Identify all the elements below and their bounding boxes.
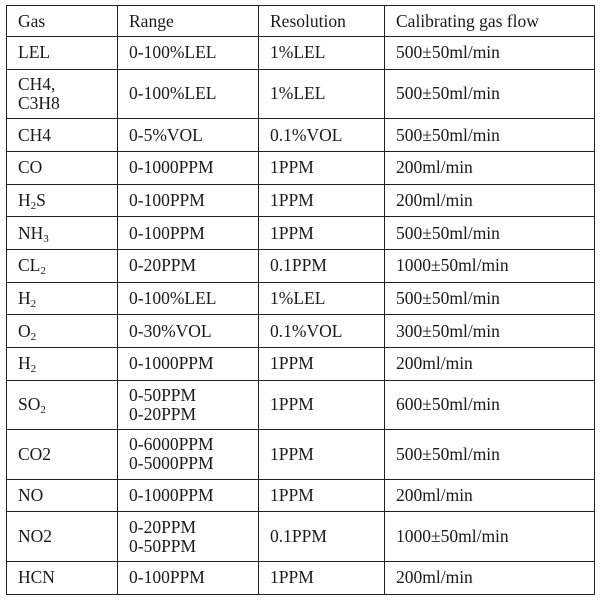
cell-gas (7, 69, 118, 119)
table-row (7, 184, 595, 217)
gas-formula-base: SO (18, 394, 41, 415)
gas-name: CH4 (18, 124, 52, 145)
cell-gas (7, 249, 118, 282)
table-row (7, 512, 595, 562)
cell-resolution: 1PPM (259, 348, 385, 381)
cell-calibrating-gas-flow: 500±50ml/min (385, 119, 595, 152)
cell-calibrating-gas-flow: 200ml/min (385, 184, 595, 217)
cell-range (118, 512, 259, 562)
gas-formula-rest: S (36, 189, 46, 210)
cell-calibrating-gas-flow: 500±50ml/min (385, 37, 595, 70)
cell-calibrating-gas-flow: 200ml/min (385, 561, 595, 594)
table-row (7, 479, 595, 512)
cell-gas (7, 37, 118, 70)
cell-resolution: 1PPM (259, 479, 385, 512)
gas-name: CO2 (18, 443, 52, 464)
range-value: 0-100PPM (129, 567, 205, 588)
cell-gas (7, 119, 118, 152)
cell-gas (7, 151, 118, 184)
cell-gas (7, 430, 118, 480)
header-resolution: Resolution (259, 6, 385, 37)
range-value: 0-100PPM (129, 222, 205, 243)
range-value: 0-100%LEL (129, 83, 217, 104)
range-value: 0-50PPM (129, 535, 197, 556)
range-value: 0-50PPM (129, 384, 197, 405)
cell-range (118, 151, 259, 184)
cell-range (118, 380, 259, 430)
cell-range (118, 430, 259, 480)
cell-resolution: 1%LEL (259, 282, 385, 315)
cell-resolution: 1PPM (259, 430, 385, 480)
cell-resolution: 1PPM (259, 561, 385, 594)
gas-formula-subscript: 2 (30, 330, 37, 343)
cell-range (118, 119, 259, 152)
table-row (7, 282, 595, 315)
range-value: 0-1000PPM (129, 485, 214, 506)
range-value: 0-30%VOL (129, 320, 212, 341)
table-row (7, 217, 595, 250)
gas-formula-subscript: 2 (40, 265, 46, 278)
gas-formula-base: H (18, 189, 31, 210)
cell-calibrating-gas-flow: 300±50ml/min (385, 315, 595, 348)
range-value: 0-20PPM (129, 403, 197, 424)
header-range: Range (118, 6, 259, 37)
cell-gas (7, 380, 118, 430)
range-value: 0-100%LEL (129, 287, 217, 308)
table-body (7, 37, 595, 595)
range-value: 0-20PPM (129, 255, 197, 276)
cell-resolution: 0.1%VOL (259, 315, 385, 348)
cell-resolution: 1PPM (259, 217, 385, 250)
gas-formula-subscript: 3 (43, 232, 49, 245)
range-value: 0-1000PPM (129, 157, 214, 178)
cell-range (118, 69, 259, 119)
cell-resolution: 0.1%VOL (259, 119, 385, 152)
gas-name: NO2 (18, 526, 53, 547)
cell-gas (7, 348, 118, 381)
gas-name: CO (18, 157, 43, 178)
gas-formula-base: CL (18, 255, 41, 276)
cell-resolution: 1PPM (259, 151, 385, 184)
cell-calibrating-gas-flow: 600±50ml/min (385, 380, 595, 430)
table-row (7, 37, 595, 70)
cell-gas (7, 282, 118, 315)
cell-calibrating-gas-flow: 500±50ml/min (385, 282, 595, 315)
cell-range (118, 561, 259, 594)
header-calibrating-gas-flow: Calibrating gas flow (385, 6, 595, 37)
cell-calibrating-gas-flow: 500±50ml/min (385, 217, 595, 250)
cell-range (118, 479, 259, 512)
range-value: 0-5%VOL (129, 124, 203, 145)
cell-calibrating-gas-flow: 500±50ml/min (385, 430, 595, 480)
cell-calibrating-gas-flow: 200ml/min (385, 348, 595, 381)
cell-resolution: 0.1PPM (259, 512, 385, 562)
table-row (7, 151, 595, 184)
cell-gas (7, 217, 118, 250)
gas-spec-table (6, 5, 595, 595)
gas-formula-subscript: 2 (30, 363, 37, 376)
gas-name: LEL (18, 42, 51, 63)
cell-resolution: 1PPM (259, 184, 385, 217)
cell-calibrating-gas-flow: 1000±50ml/min (385, 512, 595, 562)
range-value: 0-100PPM (129, 189, 205, 210)
table-row (7, 430, 595, 480)
range-value: 0-100%LEL (129, 42, 217, 63)
gas-formula-subscript: 2 (30, 199, 37, 212)
gas-name: CH4, (18, 73, 56, 94)
table-row (7, 348, 595, 381)
cell-gas (7, 512, 118, 562)
cell-gas (7, 315, 118, 348)
range-value: 0-20PPM (129, 516, 197, 537)
cell-gas (7, 184, 118, 217)
range-value: 0-5000PPM (129, 453, 214, 474)
gas-formula-subscript: 2 (40, 404, 46, 417)
cell-gas (7, 561, 118, 594)
range-value: 0-6000PPM (129, 434, 214, 455)
cell-range (118, 37, 259, 70)
cell-range (118, 348, 259, 381)
cell-calibrating-gas-flow: 1000±50ml/min (385, 249, 595, 282)
table-row (7, 315, 595, 348)
gas-formula-base: H (18, 287, 31, 308)
header-gas: Gas (7, 6, 118, 37)
cell-calibrating-gas-flow: 200ml/min (385, 151, 595, 184)
cell-calibrating-gas-flow: 200ml/min (385, 479, 595, 512)
cell-gas (7, 479, 118, 512)
cell-range (118, 217, 259, 250)
table-row (7, 119, 595, 152)
table-row (7, 380, 595, 430)
gas-name: NO (18, 485, 44, 506)
gas-formula-subscript: 2 (30, 297, 37, 310)
header-row (7, 6, 595, 37)
cell-range (118, 249, 259, 282)
gas-formula-base: H (18, 353, 31, 374)
cell-range (118, 184, 259, 217)
cell-calibrating-gas-flow: 500±50ml/min (385, 69, 595, 119)
gas-name: C3H8 (18, 92, 60, 113)
range-value: 0-1000PPM (129, 353, 214, 374)
gas-formula-base: O (18, 320, 31, 341)
table-row (7, 249, 595, 282)
gas-formula-base: NH (18, 222, 44, 243)
cell-range (118, 315, 259, 348)
cell-resolution: 1PPM (259, 380, 385, 430)
cell-resolution: 1%LEL (259, 69, 385, 119)
table-row (7, 69, 595, 119)
cell-range (118, 282, 259, 315)
gas-name: HCN (18, 567, 55, 588)
cell-resolution: 0.1PPM (259, 249, 385, 282)
table-row (7, 561, 595, 594)
cell-resolution: 1%LEL (259, 37, 385, 70)
